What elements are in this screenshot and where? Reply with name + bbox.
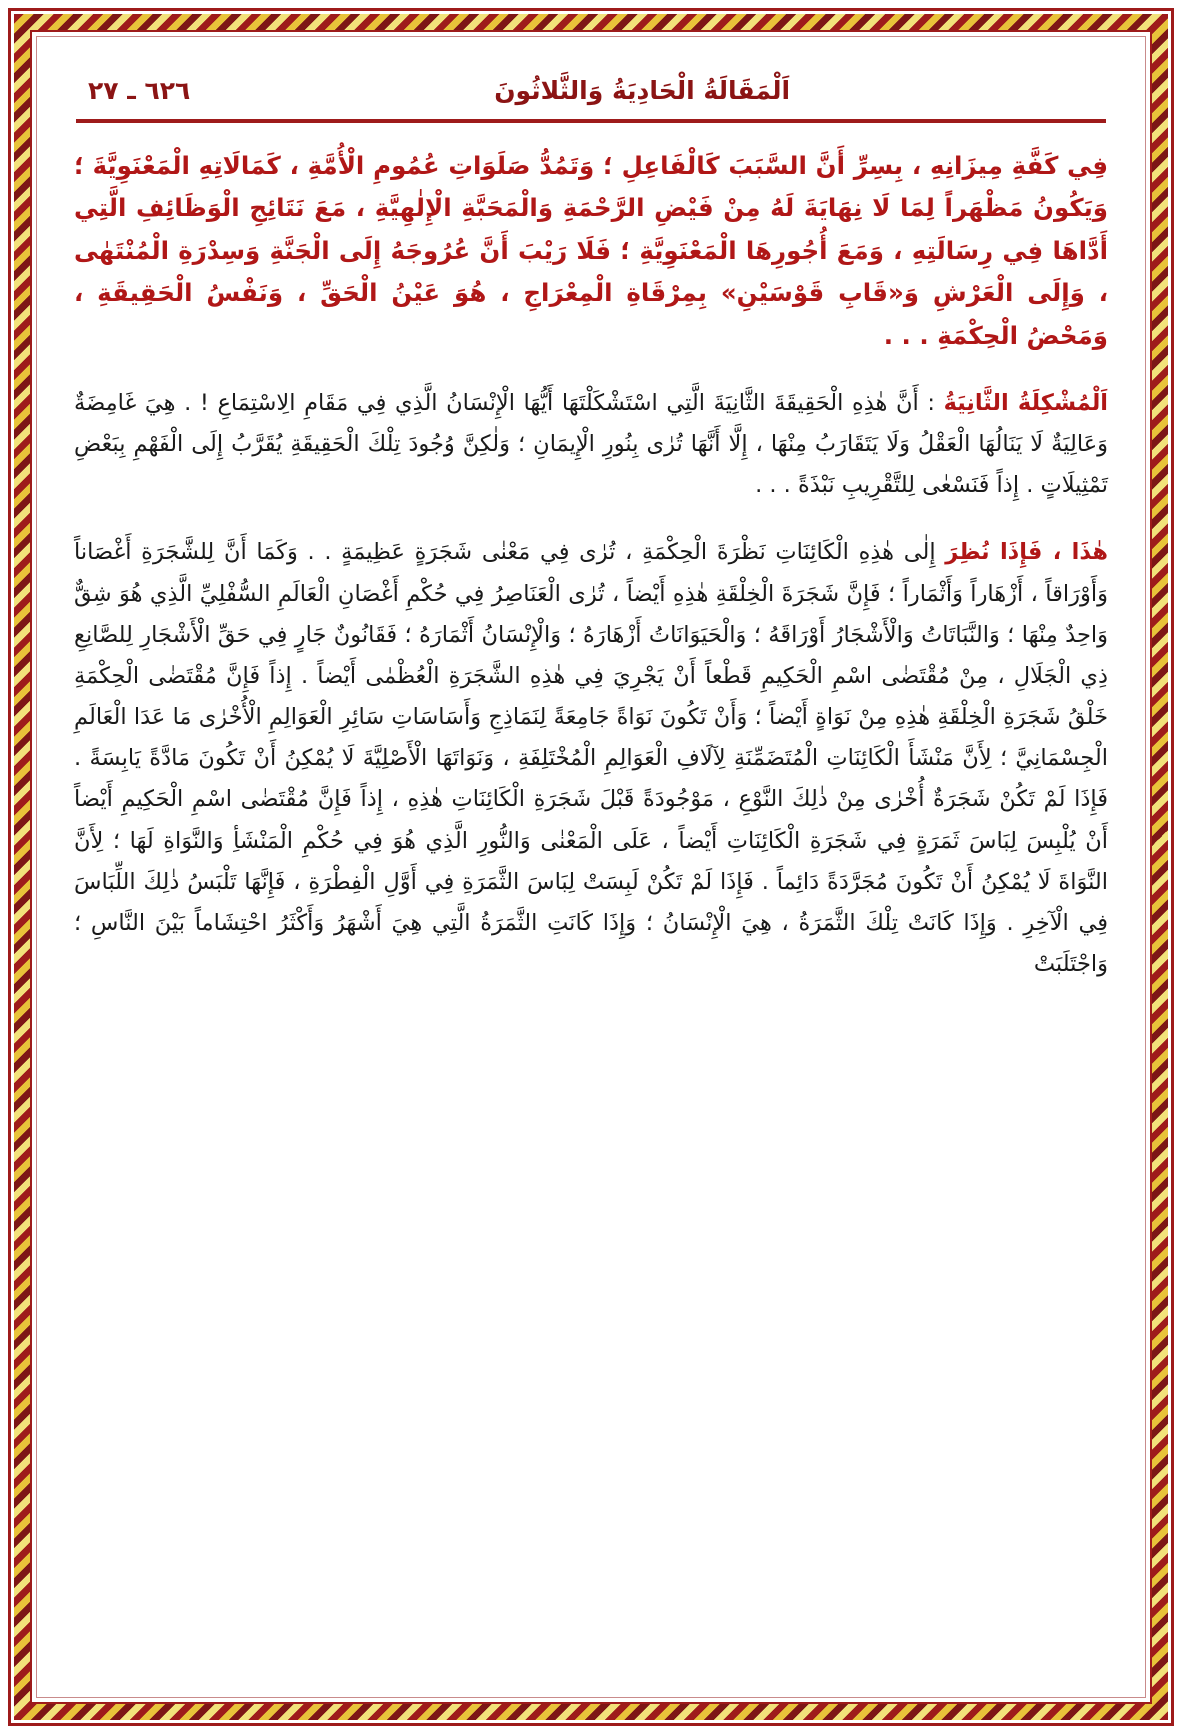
page-header — [70, 70, 1112, 105]
paragraph-second-problem-text: : أَنَّ هٰذِهِ الْحَقِيقَةَ الثَّانِيَةَ الَّتِي اسْتَشْكَلْتَهَا أَيُّهَا الْإِنْسَانُ الَّذِي فِي مَقَامِ الِاسْتِمَاعِ ! . هِيَ غَامِضَةٌ وَعَالِيَةٌ لَا يَنَالُهَا الْعَقْلُ وَلَا يَتَقَارَبُ مِنْهَا ، إِلَّا أَنَّهَا تُرٰى بِنُورِ الْإِيمَانِ ؛ وَلٰكِنَّ وُجُودَ تِلْكَ الْحَقِيقَةِ يُقَرَّبُ إِلَى الْفَهْمِ بِبَعْضِ تَمْثِيلَاتٍ . إِذاً فَنَسْعٰى لِلتَّقْرِيبِ نَبْذَةً . . . — [74, 389, 1108, 499]
paragraph-lead-phrase: اَلْمُشْكِلَةُ الثَّانِيَةُ — [943, 389, 1108, 416]
page-content — [48, 50, 1134, 1688]
page-number: ٦٢٦ ـ ٢٧ — [88, 76, 191, 105]
paragraph-tree-analogy-text: إِلٰى هٰذِهِ الْكَائِنَاتِ نَظْرَةَ الْحِكْمَةِ ، تُرٰى فِي مَعْنٰى شَجَرَةٍ عَظِيمَةٍ . . وَكَمَا أَنَّ لِلشَّجَرَةِ أَغْصَاناً وَأَوْرَاقاً ، أَزْهَاراً وَأَثْمَاراً ؛ فَإِنَّ شَجَرَةَ الْخِلْقَةِ هٰذِهِ أَيْضاً ، تُرٰى الْعَنَاصِرُ فِي حُكْمِ أَغْصَانِ الْعَالَمِ السُّفْلِيِّ الَّذِي هُوَ شِقٌّ وَاحِدٌ مِنْهَا ؛ وَالنَّبَاتَاتُ وَالْأَشْجَارُ أَوْرَاقَهُ ؛ وَالْحَيَوَانَاتُ أَزْهَارَهُ ؛ وَالْإِنْسَانُ أَثْمَارَهُ ؛ فَقَانُونٌ جَارٍ فِي حَقِّ الْأَشْجَارِ لِلصَّانِعِ ذِي الْجَلَالِ ، مِنْ مُقْتَضٰى اسْمِ الْحَكِيمِ قَطْعاً أَنْ يَجْرِيَ فِي هٰذِهِ الشَّجَرَةِ الْعُظْمٰى أَيْضاً . إِذاً فَإِنَّ مُقْتَضٰى الْحِكْمَةِ خَلْقُ شَجَرَةِ الْخِلْقَةِ هٰذِهِ مِنْ نَوَاةٍ أَيْضاً ؛ وَأَنْ تَكُونَ نَوَاةً جَامِعَةً لِنَمَاذِجِ وَأَسَاسَاتِ سَائِرِ الْعَوَالِمِ الْأُخْرٰى مَا عَدَا الْعَالَمِ الْجِسْمَانِيَّ ؛ لِأَنَّ مَنْشَأَ الْكَائِنَاتِ الْمُتَضَمِّنَةِ لِآلَافِ الْعَوَالِمِ الْمُخْتَلِفَةِ ، وَنَوَاتَهَا الْأَصْلِيَّةَ لَا يُمْكِنُ أَنْ تَكُونَ مَادَّةً يَابِسَةً . فَإِذَا لَمْ تَكُنْ شَجَرَةٌ أُخْرٰى مِنْ ذٰلِكَ النَّوْعِ ، مَوْجُودَةً قَبْلَ شَجَرَةِ الْكَائِنَاتِ هٰذِهِ ، إِذاً فَإِنَّ مُقْتَضٰى اسْمِ الْحَكِيمِ أَيْضاً أَنْ يُلْبِسَ لِبَاسَ ثَمَرَةٍ فِي شَجَرَةِ الْكَائِنَاتِ أَيْضاً ، عَلَى الْمَعْنٰى وَالنُّورِ الَّذِي هُوَ فِي حُكْمِ الْمَنْشَأِ وَالنَّوَاةِ لَهَا ؛ لِأَنَّ النَّوَاةَ لَا يُمْكِنُ أَنْ تَكُونَ مُجَرَّدَةً دَائِماً . فَإِذَا لَمْ تَكُنْ لَبِسَتْ لِبَاسَ الثَّمَرَةِ فِي أَوَّلِ الْفِطْرَةِ ، فَإِنَّهَا تَلْبَسُ ذٰلِكَ اللِّبَاسَ فِي الْآخِرِ . وَإِذَا كَانَتْ تِلْكَ الثَّمَرَةُ ، هِيَ الْإِنْسَانُ ؛ وَإِذَا كَانَتِ الثَّمَرَةُ الَّتِي هِيَ أَشْهَرُ وَأَكْثَرُ احْتِشَاماً بَيْنَ النَّاسِ ؛ وَاجْتَلَبَتْ — [74, 539, 1108, 978]
paragraph-lead-phrase-2: هٰذَا ، فَإِذَا نُظِرَ — [945, 539, 1108, 566]
chapter-title: اَلْمَقَالَةُ الْحَادِيَةُ وَالثَّلاثُونَ — [494, 76, 791, 105]
paragraph-tree-analogy — [74, 506, 1108, 985]
paragraph-continuation-red: فِي كَفَّةِ مِيزَانِهِ ، بِسِرِّ أَنَّ السَّبَبَ كَالْفَاعِلِ ؛ وَتَمُدُّ صَلَوَاتِ عُمُومِ الْأُمَّةِ ، كَمَالَاتِهِ الْمَعْنَوِيَّةَ ؛ وَيَكُونُ مَظْهَراً لِمَا لَا نِهَايَةَ لَهُ مِنْ فَيْضِ الرَّحْمَةِ وَالْمَحَبَّةِ الْإِلٰهِيَّةِ ، مَعَ نَتَائِجِ الْوَظَائِفِ الَّتِي أَدَّاهَا فِي رِسَالَتِهِ ، وَمَعَ أُجُورِهَا الْمَعْنَوِيَّةِ ؛ فَلَا رَيْبَ أَنَّ عُرُوجَهُ إِلَى الْجَنَّةِ وَسِدْرَةِ الْمُنْتَهٰى ، وَإِلَى الْعَرْشِ وَ«قَابِ قَوْسَيْنِ» بِمِرْقَاةِ الْمِعْرَاجِ ، هُوَ عَيْنُ الْحَقِّ ، وَنَفْسُ الْحَقِيقَةِ ، وَمَحْضُ الْحِكْمَةِ . . . — [74, 151, 1108, 350]
paragraph-second-problem — [74, 357, 1108, 507]
body-text — [74, 123, 1108, 985]
